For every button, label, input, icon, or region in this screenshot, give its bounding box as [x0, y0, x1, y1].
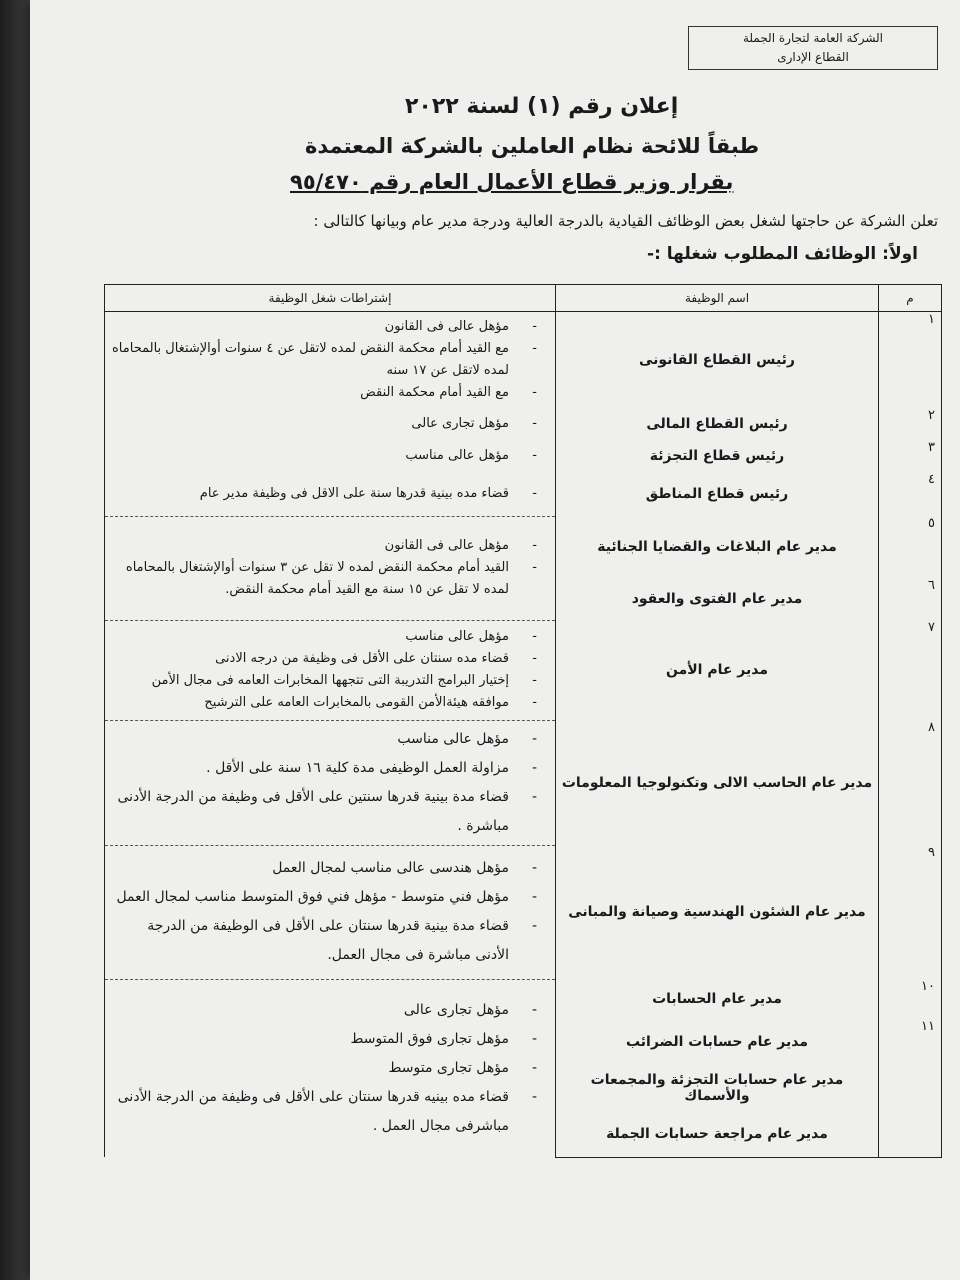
intro-paragraph: تعلن الشركة عن حاجتها لشغل بعض الوظائف القيادية بالدرجة العالية ودرجة مدير عام وبيانها كالتالى : — [313, 212, 938, 230]
row-number: ٥ — [879, 516, 942, 578]
header-num: م — [879, 285, 942, 312]
condition-item: - مؤهل عالى مناسب — [111, 445, 545, 467]
row-number: ١١ — [879, 1019, 942, 1065]
job-title: مدير عام الأمن — [556, 620, 879, 720]
condition-item: - القيد أمام محكمة النقض لمده لا تقل عن ٣ سنوات أوالإشتغال بالمحاماه لمده لا تقل عن ١٥ سنة مع القيد أمام محكمة النقض. — [111, 557, 545, 601]
job-conditions — [105, 720, 556, 845]
department-name: القطاع الإدارى — [777, 50, 849, 64]
row-number — [879, 1065, 942, 1111]
condition-item: - مزاولة العمل الوظيفى مدة كلية ١٦ سنة على الأقل . — [111, 754, 545, 783]
job-title: مدير عام حسابات التجزئة والمجمعات والأسماك — [556, 1065, 879, 1111]
job-conditions — [105, 312, 556, 409]
job-title: مدير عام الفتوى والعقود — [556, 578, 879, 620]
job-title: مدير عام البلاغات والقضايا الجنائية — [556, 516, 879, 578]
table-row — [105, 472, 942, 516]
table-row — [105, 620, 942, 720]
table-row — [105, 312, 942, 409]
row-number — [879, 1111, 942, 1157]
decree-line: بقرار وزير قطاع الأعمال العام رقم ٩٥/٤٧٠ — [290, 170, 734, 194]
jobs-table — [104, 284, 942, 1158]
condition-item: - مؤهل فني متوسط - مؤهل فني فوق المتوسط مناسب لمجال العمل — [111, 883, 545, 912]
job-title: رئيس قطاع المناطق — [556, 472, 879, 516]
condition-item: - مؤهل تجارى عالى — [111, 413, 545, 435]
condition-item: - مع القيد أمام محكمة النقض — [111, 382, 545, 404]
job-title: مدير عام حسابات الضرائب — [556, 1019, 879, 1065]
job-title: رئيس القطاع المالى — [556, 408, 879, 440]
job-title: رئيس القطاع القانونى — [556, 312, 879, 409]
job-title: مدير عام الشئون الهندسية وصيانة والمبانى — [556, 845, 879, 979]
table-header-row — [105, 285, 942, 312]
condition-item: - مؤهل تجارى متوسط — [111, 1054, 545, 1083]
table-row — [105, 979, 942, 1019]
condition-item: - موافقه هيئةالأمن القومى بالمخابرات العامه على الترشيح — [111, 692, 545, 714]
job-title: رئيس قطاع التجزئة — [556, 440, 879, 472]
table-row — [105, 720, 942, 845]
table-row — [105, 845, 942, 979]
condition-item: - قضاء مده بينية قدرها سنة على الاقل فى وظيفة مدير عام — [111, 483, 545, 505]
condition-item: - مؤهل تجارى عالى — [111, 996, 545, 1025]
row-number: ٢ — [879, 408, 942, 440]
condition-item: - إختيار البرامج التدريبة التى تتجهها المخابرات العامه فى مجال الأمن — [111, 670, 545, 692]
section-heading: اولاً: الوظائف المطلوب شغلها :- — [647, 244, 918, 264]
job-conditions — [105, 620, 556, 720]
row-number: ٤ — [879, 472, 942, 516]
condition-item: - مؤهل عالى فى القانون — [111, 535, 545, 557]
row-number: ٩ — [879, 845, 942, 979]
job-conditions — [105, 472, 556, 516]
job-title: مدير عام مراجعة حسابات الجملة — [556, 1111, 879, 1157]
regulation-line: طبقاً للائحة نظام العاملين بالشركة المعتمدة — [305, 134, 760, 158]
row-number: ٧ — [879, 620, 942, 720]
table-row — [105, 516, 942, 578]
row-number: ٨ — [879, 720, 942, 845]
row-number: ١ — [879, 312, 942, 409]
condition-item: - قضاء مدة بينية قدرها سنتان على الأقل فى الوظيفة من الدرجة الأدنى مباشرة فى مجال العمل. — [111, 912, 545, 970]
row-number: ٦ — [879, 578, 942, 620]
condition-item: - مؤهل عالى مناسب — [111, 725, 545, 754]
condition-item: - قضاء مده سنتان على الأقل فى وظيفة من درجه الادنى — [111, 648, 545, 670]
condition-item: - مؤهل تجارى فوق المتوسط — [111, 1025, 545, 1054]
job-conditions — [105, 979, 556, 1157]
company-stamp — [688, 26, 938, 70]
job-conditions — [105, 440, 556, 472]
announcement-title: إعلان رقم (١) لسنة ٢٠٢٢ — [405, 94, 679, 119]
condition-item: - قضاء مدة بينية قدرها سنتين على الأقل فى وظيفة من الدرجة الأدنى مباشرة . — [111, 783, 545, 841]
job-title: مدير عام الحسابات — [556, 979, 879, 1019]
condition-item: - مؤهل عالى فى القانون — [111, 316, 545, 338]
row-number: ١٠ — [879, 979, 942, 1019]
condition-item: - مع القيد أمام محكمة النقض لمده لاتقل عن ٤ سنوات أوالإشتغال بالمحاماه لمده لاتقل عن ١٧ سنه — [111, 338, 545, 382]
job-conditions — [105, 516, 556, 620]
job-conditions — [105, 408, 556, 440]
header-conditions: إشتراطات شغل الوظيفة — [105, 285, 556, 312]
table-row — [105, 440, 942, 472]
job-conditions — [105, 845, 556, 979]
row-number: ٣ — [879, 440, 942, 472]
table-row — [105, 408, 942, 440]
condition-item: - مؤهل هندسى عالى مناسب لمجال العمل — [111, 854, 545, 883]
header-job: اسم الوظيفة — [556, 285, 879, 312]
condition-item: - قضاء مده بينيه قدرها سنتان على الأقل فى وظيفة من الدرجة الأدنى مباشرفى مجال العمل . — [111, 1083, 545, 1141]
job-title: مدير عام الحاسب الالى وتكنولوجيا المعلومات — [556, 720, 879, 845]
company-name: الشركة العامة لتجارة الجملة — [742, 31, 884, 45]
condition-item: - مؤهل عالى مناسب — [111, 626, 545, 648]
